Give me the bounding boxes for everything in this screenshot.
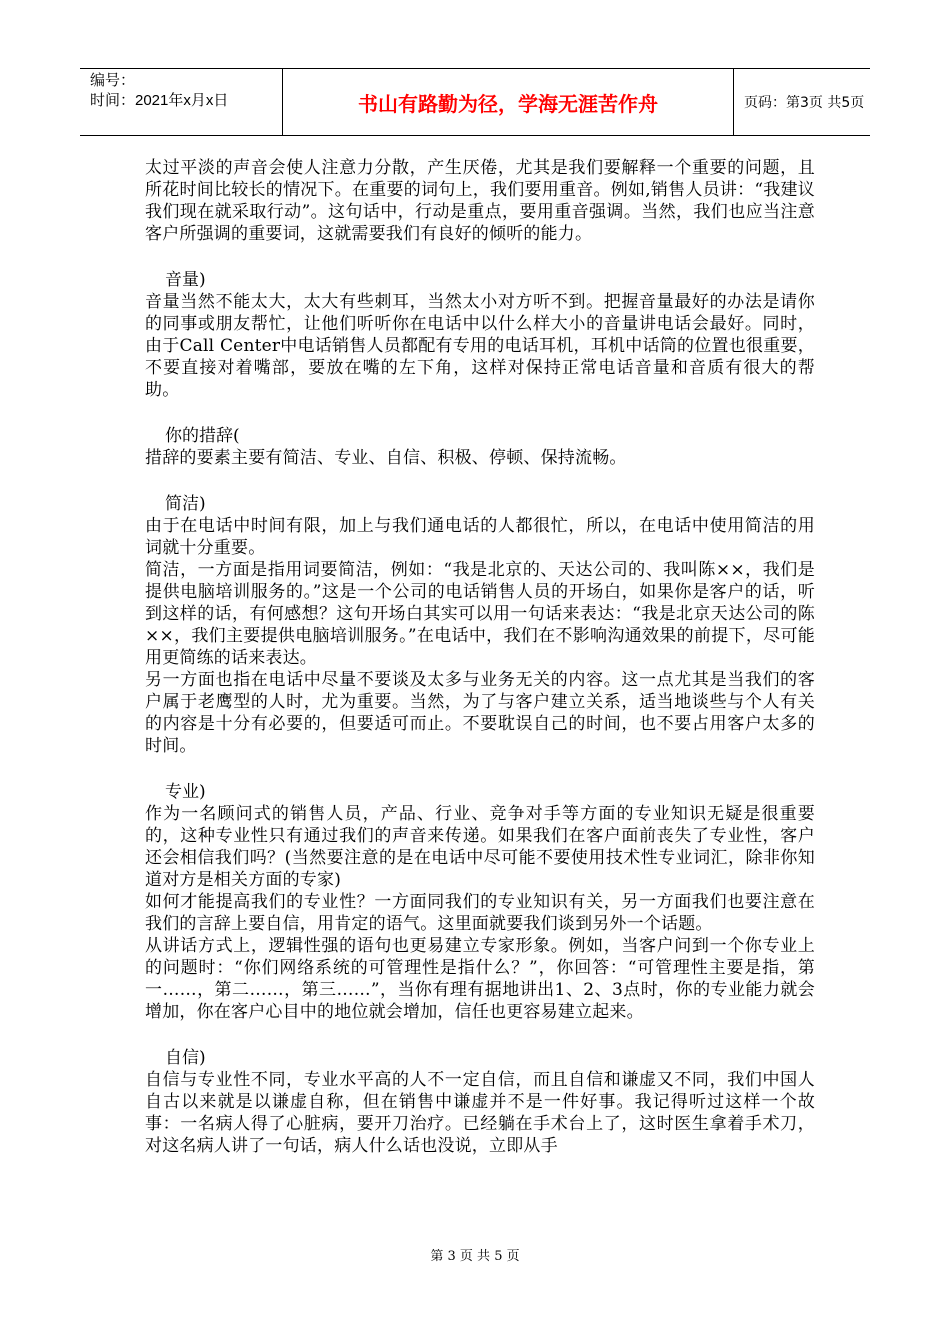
- header-meta-cell: [80, 69, 283, 135]
- header-motto: 书山有路勤为径，学海无涯苦作舟: [283, 69, 734, 135]
- header-page-label: 页码：第3页 共5页: [744, 95, 865, 111]
- paragraph-intonation: 太过平淡的声音会使人注意力分散，产生厌倦，尤其是我们要解释一个重要的问题，且所花时间比较长的情况下。在重要的词句上，我们要用重音。例如,销售人员讲：“我建议我们现在就采取行动”。这句话中，行动是重点，要用重音强调。当然，我们也应当注意客户所强调的重要词，这就需要我们有良好的倾听的能力。: [145, 158, 815, 244]
- heading-confidence: 自信): [165, 1048, 206, 1068]
- paragraph-concise-2: 简洁，一方面是指用词要简洁，例如：“我是北京的、天达公司的、我叫陈××，我们是提供电脑培训服务的。”这是一个公司的电话销售人员的开场白，如果你是客户的话，听到这样的话，有何感想？这句开场白其实可以用一句话来表达：“我是北京天达公司的陈××，我们主要提供电脑培训服务。”在电话中，我们在不影响沟通效果的前提下，尽可能用更简练的话来表达。: [145, 560, 815, 668]
- paragraph-volume: 音量当然不能太大，太大有些刺耳，当然太小对方听不到。把握音量最好的办法是请你的同事或朋友帮忙，让他们听听你在电话中以什么样大小的音量讲电话会最好。同时，由于Call Center中电话销售人员都配有专用的电话耳机，耳机中话筒的位置也很重要，不要直接对着嘴部，要放在嘴的左下角，这样对保持正常电话音量和音质有很大的帮助。: [145, 292, 815, 400]
- heading-volume: 音量): [165, 270, 206, 290]
- paragraph-professional-1: 作为一名顾问式的销售人员，产品、行业、竞争对手等方面的专业知识无疑是很重要的，这种专业性只有通过我们的声音来传递。如果我们在客户面前丧失了专业性，客户还会相信我们吗？(当然要注意的是在电话中尽可能不要使用技术性专业词汇，除非你知道对方是相关方面的专家): [145, 804, 815, 890]
- time-label: 时间：2021年x月x日: [90, 92, 229, 109]
- document-body: [145, 157, 815, 1157]
- paragraph-professional-3: 从讲话方式上，逻辑性强的语句也更易建立专家形象。例如，当客户问到一个你专业上的问题时：“你们网络系统的可管理性是指什么？”，你回答：“可管理性主要是指，第一……，第二……，第三……”，当你有理有据地讲出1、2、3点时，你的专业能力就会增加，你在客户心目中的地位就会增加，信任也更容易建立起来。: [145, 936, 815, 1022]
- header-table: [80, 68, 870, 136]
- page-footer: 第 3 页 共 5 页: [430, 1249, 520, 1264]
- number-label: 编号：: [90, 72, 136, 89]
- paragraph-confidence-1: 自信与专业性不同，专业水平高的人不一定自信，而且自信和谦虚又不同，我们中国人自古以来就是以谦虚自称，但在销售中谦虚并不是一件好事。我记得听过这样一个故事：一名病人得了心脏病，要开刀治疗。已经躺在手术台上了，这时医生拿着手术刀，对这名病人讲了一句话，病人什么话也没说，立即从手: [145, 1070, 815, 1156]
- paragraph-concise-3: 另一方面也指在电话中尽量不要谈及太多与业务无关的内容。这一点尤其是当我们的客户属于老鹰型的人时，尤为重要。当然，为了与客户建立关系，适当地谈些与个人有关的内容是十分有必要的，但要适可而止。不要耽误自己的时间，也不要占用客户太多的时间。: [145, 670, 815, 756]
- paragraph-wording: 措辞的要素主要有简洁、专业、自信、积极、停顿、保持流畅。: [145, 448, 627, 468]
- heading-professional: 专业): [165, 782, 206, 802]
- paragraph-professional-2: 如何才能提高我们的专业性？一方面同我们的专业知识有关，另一方面我们也要注意在我们的言辞上要自信，用肯定的语气。这里面就要我们谈到另外一个话题。: [145, 892, 815, 934]
- heading-concise: 简洁): [165, 494, 206, 514]
- heading-wording: 你的措辞(: [165, 426, 240, 446]
- paragraph-concise-1: 由于在电话中时间有限，加上与我们通电话的人都很忙，所以，在电话中使用简洁的用词就十分重要。: [145, 516, 815, 558]
